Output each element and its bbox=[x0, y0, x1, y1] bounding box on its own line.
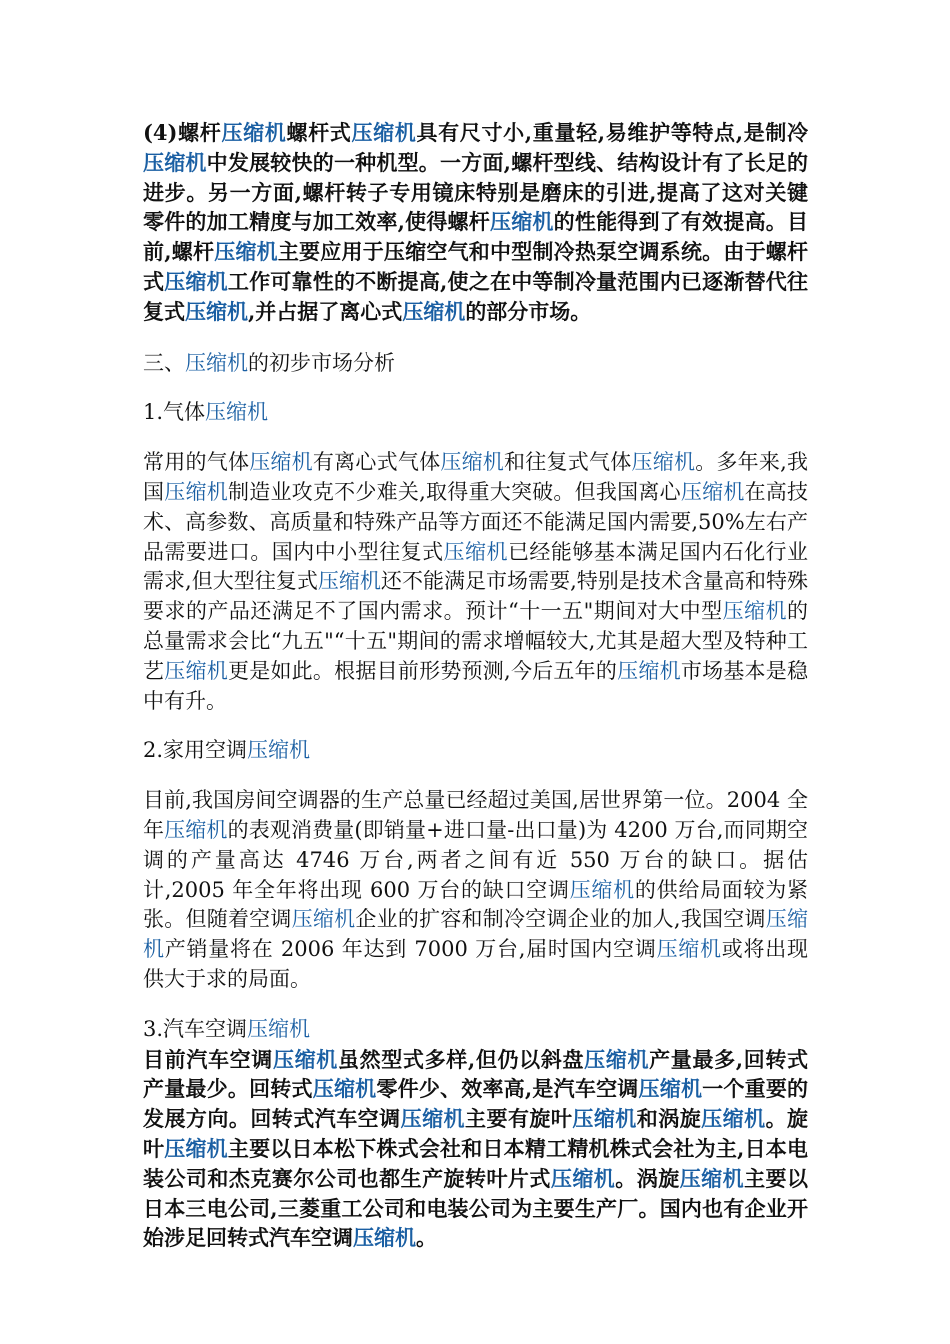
text-run: 一个重要的发展方向。回转式汽车空调 bbox=[143, 1076, 809, 1132]
text-run: 目前,我国房间空调器的生产总量已经超过美国,居世界第一位。2004 全年 bbox=[143, 788, 808, 842]
keyword-link[interactable]: 压缩机 bbox=[638, 1076, 703, 1102]
text-run: 的初步市场分析 bbox=[248, 350, 395, 375]
keyword-link[interactable]: 压缩机 bbox=[550, 1165, 616, 1191]
keyword-link[interactable]: 压缩机 bbox=[164, 817, 228, 842]
text-run: 制造业攻克不少难关,取得重大突破。但我国离心 bbox=[227, 479, 681, 504]
text-run: 主要有旋叶 bbox=[465, 1106, 573, 1132]
keyword-link[interactable]: 压缩机 bbox=[656, 937, 722, 962]
text-run: 市场基本是稳中有升。 bbox=[143, 658, 809, 713]
text-run: 。 bbox=[416, 1225, 437, 1251]
keyword-link[interactable]: 压缩机 bbox=[205, 400, 269, 425]
keyword-link[interactable]: 压缩机 bbox=[247, 738, 311, 763]
text-run: 的总量需求会比“九五"“十五"期间的需求增幅较大,尤其是超大型及特种工艺 bbox=[143, 599, 808, 683]
text-run: 零件少、效率高,是汽车空调 bbox=[376, 1076, 639, 1102]
keyword-link[interactable]: 压缩机 bbox=[291, 907, 356, 932]
text-run: 已经能够基本满足国内石化行业需求,但大型往复式 bbox=[143, 539, 809, 594]
keyword-link[interactable]: 压缩机 bbox=[221, 120, 287, 145]
subheading-gas-compressor bbox=[143, 398, 808, 428]
paragraph-gas-compressor bbox=[143, 448, 808, 716]
paragraph-screw-compressor bbox=[143, 118, 808, 327]
keyword-link[interactable]: 压缩机 bbox=[185, 298, 248, 324]
text-run: 的性能得到了有效提高。目前,螺杆 bbox=[143, 209, 809, 265]
keyword-link[interactable]: 压缩机 bbox=[572, 1106, 637, 1132]
keyword-link[interactable]: 压缩机 bbox=[680, 479, 745, 504]
keyword-link[interactable]: 压缩机 bbox=[143, 149, 207, 175]
keyword-link[interactable]: 压缩机 bbox=[701, 1106, 766, 1132]
keyword-link[interactable]: 压缩机 bbox=[249, 450, 313, 475]
text-run: 2.家用空调 bbox=[143, 738, 248, 763]
text-run: 。多年来,我国 bbox=[143, 450, 809, 504]
text-run: ,并占据了离心式 bbox=[248, 298, 403, 324]
subheading-auto-ac-compressor bbox=[143, 1015, 808, 1045]
keyword-link[interactable]: 压缩机 bbox=[164, 479, 228, 504]
text-run: 螺杆式 bbox=[286, 120, 352, 145]
subheading-household-ac-compressor bbox=[143, 736, 808, 766]
text-run: 和涡旋 bbox=[636, 1106, 702, 1132]
keyword-link[interactable]: 压缩机 bbox=[351, 120, 417, 145]
paragraph-household-ac-compressor bbox=[143, 786, 808, 995]
text-run: 企业的扩容和制冷空调企业的加人,我国空调 bbox=[355, 907, 766, 932]
text-run: 虽然型式多样,但仍以斜盘 bbox=[337, 1046, 585, 1072]
text-run: 或将出现供大于求的局面。 bbox=[143, 937, 809, 991]
text-run: 主要以日本松下株式会社和日本精工精机株式会社为主,日本电装公司和杰克赛尔公司也都生产旋转叶片式 bbox=[143, 1135, 809, 1191]
keyword-link[interactable]: 压缩机 bbox=[317, 569, 381, 594]
keyword-link[interactable]: 压缩机 bbox=[353, 1225, 416, 1251]
keyword-link[interactable]: 压缩机 bbox=[722, 599, 787, 624]
text-run: 更是如此。根据目前形势预测,今后五年的 bbox=[227, 658, 618, 683]
text-run: 的部分市场。 bbox=[465, 298, 592, 324]
keyword-link[interactable]: 压缩机 bbox=[164, 1135, 228, 1161]
text-run: 三、 bbox=[143, 350, 185, 375]
keyword-link[interactable]: 压缩机 bbox=[402, 298, 466, 324]
text-run: 。旋叶 bbox=[143, 1106, 809, 1161]
keyword-link[interactable]: 压缩机 bbox=[440, 450, 505, 475]
keyword-link[interactable]: 压缩机 bbox=[400, 1106, 466, 1132]
text-run: 工作可靠性的不断提高,使之在中等制冷量范围内已逐渐替代往复式 bbox=[143, 268, 809, 324]
keyword-link[interactable]: 压缩机 bbox=[312, 1076, 377, 1102]
section-heading-market-analysis bbox=[143, 349, 808, 379]
keyword-link[interactable]: 压缩机 bbox=[679, 1165, 745, 1191]
keyword-link[interactable]: 压缩机 bbox=[617, 658, 681, 683]
text-run: 目前汽车空调 bbox=[143, 1046, 273, 1072]
text-run: 的表观消费量(即销量+进口量-出口量)为 4200 万台,而同期空调的产量高达 4746 万台,两者之间有近 550 万台的缺口。据估计,2005 年全年将出现 600 万台的缺口空调 bbox=[143, 817, 809, 902]
text-run: 1.气体 bbox=[143, 400, 206, 425]
text-run: 产量最多,回转式产量最少。回转式 bbox=[143, 1046, 809, 1102]
text-run: 中发展较快的一种机型。一方面,螺杆型线、结构设计有了长足的进步。另一方面,螺杆转子专用镜床特别是磨床的引进,提高了这对关键零件的加工精度与加工效率,使得螺杆 bbox=[143, 149, 809, 235]
text-run: 产销量将在 2006 年达到 7000 万台,届时国内空调 bbox=[164, 937, 657, 962]
text-run: 具有尺寸小,重量轻,易维护等特点,是制冷 bbox=[416, 120, 809, 145]
keyword-link[interactable]: 压缩机 bbox=[247, 1016, 311, 1041]
text-run: 常用的气体 bbox=[143, 450, 250, 475]
text-run: 在高技术、高参数、高质量和特殊产品等方面还不能满足国内需要,50%左右产品需要进口。国内中小型往复式 bbox=[143, 479, 809, 564]
keyword-link[interactable]: 压缩机 bbox=[185, 350, 248, 375]
keyword-link[interactable]: 压缩机 bbox=[584, 1046, 650, 1072]
text-run: (4)螺杆 bbox=[143, 120, 222, 145]
text-run: 。涡旋 bbox=[615, 1165, 680, 1191]
paragraph-auto-ac-compressor bbox=[143, 1045, 808, 1254]
keyword-link[interactable]: 压缩机 bbox=[164, 268, 228, 294]
keyword-link[interactable]: 压缩机 bbox=[489, 209, 554, 235]
keyword-link[interactable]: 压缩机 bbox=[631, 450, 696, 475]
keyword-link[interactable]: 压缩机 bbox=[443, 539, 508, 564]
keyword-link[interactable]: 压缩机 bbox=[143, 907, 809, 962]
text-run: 有离心式气体 bbox=[312, 450, 441, 475]
keyword-link[interactable]: 压缩机 bbox=[272, 1046, 338, 1072]
text-run: 还不能满足市场需要,特别是技术含量高和特殊要求的产品还满足不了国内需求。预计“十一五"期间对大中型 bbox=[143, 569, 808, 624]
text-run: 的供给局面较为紧张。但随着空调 bbox=[143, 877, 808, 932]
keyword-link[interactable]: 压缩机 bbox=[214, 239, 278, 265]
text-run: 主要以日本三电公司,三菱重工公司和电装公司为主要生产厂。国内也有企业开始涉足回转式汽车空调 bbox=[143, 1165, 809, 1251]
text-run: 3.汽车空调 bbox=[143, 1016, 248, 1041]
document-page bbox=[143, 118, 808, 1253]
text-run: 主要应用于压缩空气和中型制冷热泵空调系统。由于螺杆式 bbox=[143, 239, 809, 294]
text-run: 和往复式气体 bbox=[504, 450, 632, 475]
keyword-link[interactable]: 压缩机 bbox=[569, 877, 635, 902]
keyword-link[interactable]: 压缩机 bbox=[164, 658, 228, 683]
